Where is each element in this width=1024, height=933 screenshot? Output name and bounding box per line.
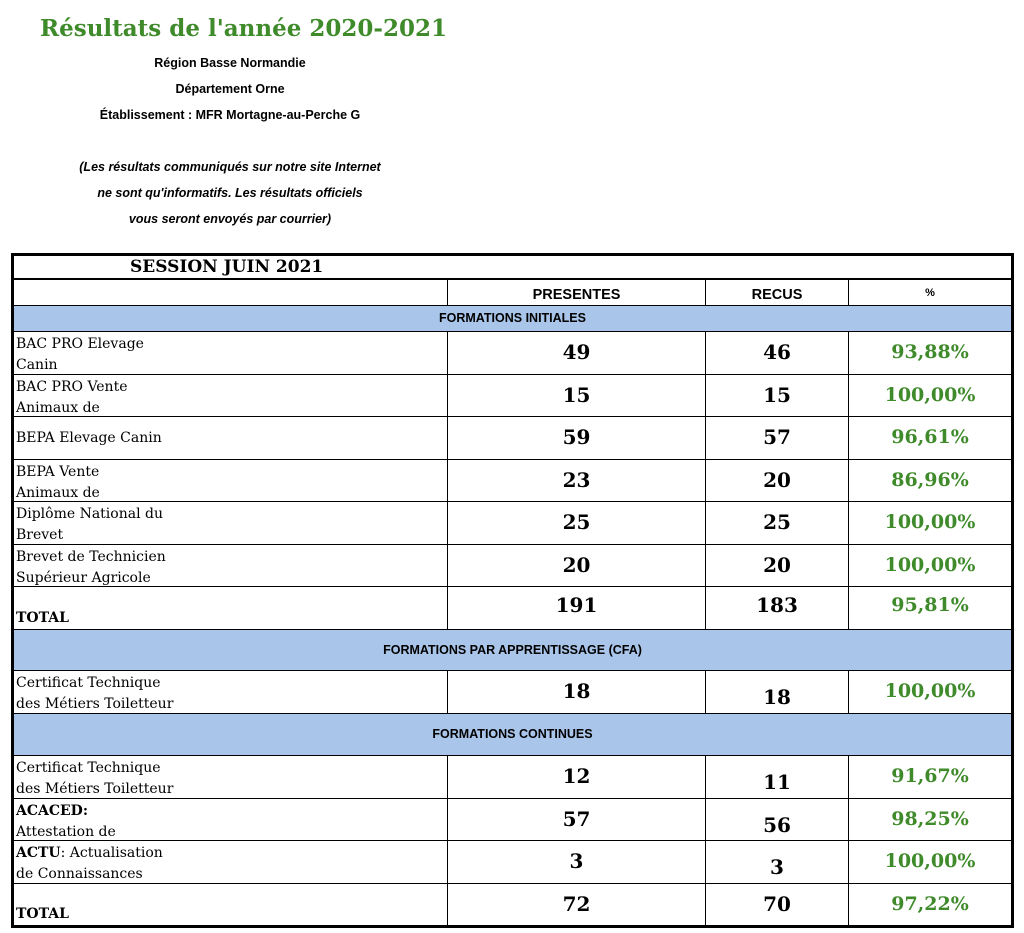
presentes-value: 59 bbox=[562, 425, 591, 449]
section-formations-initiales: FORMATIONS INITIALES bbox=[11, 306, 1014, 332]
table-row bbox=[11, 841, 1014, 884]
presentes-value: 57 bbox=[562, 806, 591, 831]
recus-value: 25 bbox=[763, 510, 791, 534]
recus-value: 56 bbox=[763, 812, 791, 837]
presentes-value: 3 bbox=[569, 849, 584, 873]
session-title: SESSION JUIN 2021 bbox=[130, 257, 324, 277]
pct-value: 98,25% bbox=[891, 807, 969, 830]
presentes-value: 18 bbox=[562, 679, 591, 703]
pct-value: 100,00% bbox=[884, 680, 976, 702]
col-presentes: PRESENTES bbox=[532, 287, 621, 303]
disclaimer-line-3: vous seront envoyés par courrier) bbox=[128, 212, 332, 226]
table-row bbox=[11, 417, 1014, 460]
row-label: Brevet de Technicien Supérieur Agricole bbox=[16, 548, 166, 586]
column-header-row bbox=[11, 280, 1014, 306]
disclaimer-line-2: ne sont qu'informatifs. Les résultats officiels bbox=[97, 186, 363, 200]
col-recus: RECUS bbox=[751, 287, 803, 303]
row-label: BEPA Elevage Canin bbox=[16, 430, 162, 446]
row-label-text: Attestation de bbox=[16, 823, 116, 840]
table-row bbox=[11, 375, 1014, 418]
section-formations-cfa: FORMATIONS PAR APPRENTISSAGE (CFA) bbox=[11, 630, 1014, 672]
session-row bbox=[11, 253, 1014, 280]
recus-value: 57 bbox=[763, 425, 791, 449]
presentes-value: 49 bbox=[562, 340, 591, 364]
table-row bbox=[11, 799, 1014, 842]
region-label: Région Basse Normandie bbox=[154, 56, 306, 70]
row-label: BAC PRO Vente Animaux de bbox=[16, 378, 128, 416]
presentes-total: 191 bbox=[555, 593, 598, 617]
row-label: Certificat Technique des Métiers Toiletteur bbox=[16, 760, 174, 797]
row-label bbox=[16, 843, 443, 885]
total-label: TOTAL bbox=[16, 906, 69, 922]
pct-value: 96,61% bbox=[891, 426, 969, 448]
pct-value: 86,96% bbox=[891, 468, 969, 491]
recus-value: 20 bbox=[763, 467, 791, 492]
recus-value: 18 bbox=[763, 685, 791, 709]
row-label: Diplôme National du Brevet bbox=[16, 506, 163, 543]
recus-value: 20 bbox=[763, 552, 791, 577]
row-label-text: : Actualisation de Connaissances bbox=[16, 845, 163, 882]
total-row-initiales bbox=[11, 587, 1014, 630]
presentes-value: 25 bbox=[562, 510, 591, 534]
table-row bbox=[11, 545, 1014, 588]
table-row bbox=[11, 460, 1014, 503]
pct-total: 97,22% bbox=[891, 892, 969, 915]
pct-value: 100,00% bbox=[884, 511, 976, 533]
presentes-value: 20 bbox=[562, 552, 591, 577]
recus-value: 46 bbox=[763, 340, 791, 364]
pct-value: 100,00% bbox=[884, 553, 976, 576]
table-row bbox=[11, 671, 1014, 714]
presentes-total: 72 bbox=[562, 891, 591, 916]
departement-label: Département Orne bbox=[175, 82, 285, 96]
presentes-value: 15 bbox=[562, 382, 591, 407]
row-label-bold: ACTU bbox=[16, 845, 61, 861]
table-row bbox=[11, 502, 1014, 545]
row-label bbox=[16, 801, 443, 843]
pct-value: 91,67% bbox=[891, 765, 969, 787]
recus-total: 70 bbox=[763, 891, 791, 916]
pct-value: 100,00% bbox=[884, 383, 976, 406]
presentes-value: 12 bbox=[562, 764, 591, 788]
pct-value: 93,88% bbox=[891, 341, 969, 363]
total-row-continues bbox=[11, 884, 1014, 927]
row-label: BAC PRO Elevage Canin bbox=[16, 336, 144, 373]
recus-total: 183 bbox=[756, 593, 798, 617]
pct-total: 95,81% bbox=[891, 594, 969, 616]
etablissement-label: Établissement : MFR Mortagne-au-Perche G bbox=[99, 108, 361, 122]
recus-value: 11 bbox=[763, 770, 791, 794]
recus-value: 15 bbox=[763, 382, 791, 407]
row-label-bold: ACACED: bbox=[16, 802, 88, 819]
row-label: BEPA Vente Animaux de bbox=[16, 463, 100, 501]
col-pourcentage: % bbox=[925, 287, 935, 299]
disclaimer-line-1: (Les résultats communiqués sur notre site Internet bbox=[79, 160, 381, 174]
table-row bbox=[11, 756, 1014, 799]
page-title: Résultats de l'année 2020-2021 bbox=[40, 15, 447, 42]
section-formations-continues: FORMATIONS CONTINUES bbox=[11, 714, 1014, 757]
recus-value: 3 bbox=[770, 855, 784, 879]
total-label: TOTAL bbox=[16, 609, 69, 626]
presentes-value: 23 bbox=[562, 467, 591, 492]
table-row bbox=[11, 332, 1014, 375]
row-label: Certificat Technique des Métiers Toiletteur bbox=[16, 675, 174, 712]
table-bottom-border bbox=[11, 925, 1014, 928]
pct-value: 100,00% bbox=[884, 850, 976, 872]
